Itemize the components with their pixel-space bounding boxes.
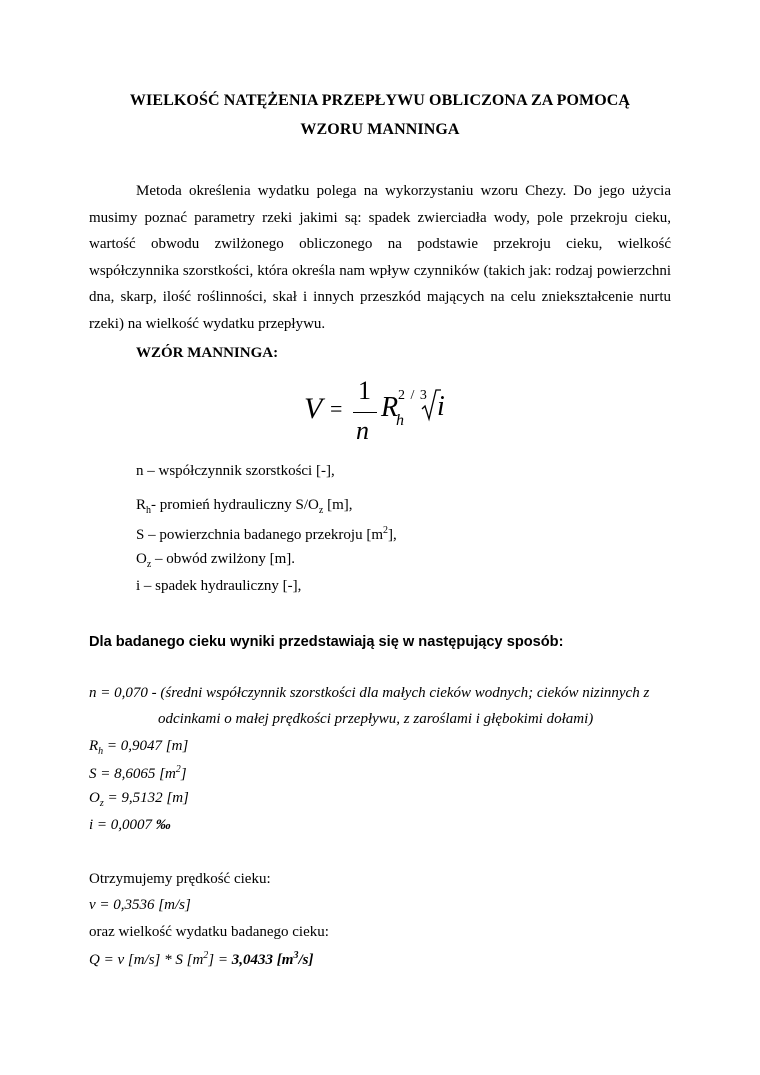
result-oz (89, 790, 189, 809)
velocity-intro: Otrzymujemy prędkość cieku: (89, 871, 271, 887)
result-n-line-1: n = 0,070 - (średni współczynnik szorstkości dla małych cieków wodnych; cieków nizinnych z (89, 685, 650, 701)
definition-oz (136, 551, 295, 570)
velocity-value: v = 0,3536 [m/s] (89, 897, 191, 913)
definition-i: i – spadek hydrauliczny [-], (136, 578, 302, 594)
title-line-1: WIELKOŚĆ NATĘŻENIA PRZEPŁYWU OBLICZONA ZA POMOCĄ (129, 92, 631, 109)
discharge-intro: oraz wielkość wydatku badanego cieku: (89, 924, 329, 940)
result-permille: ‰ (155, 817, 171, 833)
result-oz-value: = 9,5132 [m] (103, 790, 189, 806)
result-s-superscript: 2 (175, 764, 181, 775)
oz-symbol: O (136, 551, 147, 567)
definition-s (136, 525, 397, 544)
formula-slope-symbol: i (437, 391, 445, 422)
discharge-formula (89, 950, 313, 969)
intro-paragraph-text: Metoda określenia wydatku polega na wykorzystaniu wzoru Chezy. Do jego użycia musimy poznać parametry rzeki jakimi są: spadek zwierciadła wody, pole przekroju cieku, wartość obwodu zwilżonego obliczonego na podstawie przekroju cieku, wielkość współczynnika szorstkości, która określa nam wpływ czynników (takich jak: rodzaj powierzchni dna, skarp, ilość roślinności, skał i innych przeszkód mających na celu zniekształcenie nurtu rzeki) na wielkość wydatku przepływu. (89, 183, 671, 332)
result-i (89, 817, 171, 834)
rh-oz-subscript: z (318, 505, 324, 516)
intro-paragraph (89, 178, 671, 337)
rh-symbol: R (136, 497, 147, 513)
result-n-line-2: odcinkami o małej prędkości przepływu, z zaroślami i głębokimi dołami) (158, 711, 594, 727)
q-expression: Q = v [m/s] * S [m (89, 952, 204, 968)
q-result-superscript: 3 (293, 950, 299, 961)
definition-n: n – współczynnik szorstkości [-], (136, 463, 335, 479)
s-superscript: 2 (383, 525, 388, 536)
formula-subscript-h: h (396, 412, 404, 429)
title-line-2: WZORU MANNINGA (300, 121, 460, 138)
s-end: ], (388, 527, 397, 543)
result-rh (89, 738, 188, 757)
formula-exponent: 2 / 3 (398, 388, 428, 403)
formula-numerator: 1 (358, 376, 371, 405)
oz-text: – obwód zwilżony [m]. (151, 551, 296, 567)
result-s (89, 764, 187, 783)
result-rh-value: = 0,9047 [m] (103, 738, 189, 754)
result-rh-symbol: R (89, 738, 99, 754)
q-result-value: 3,0433 [m (231, 952, 294, 968)
definition-rh (136, 497, 353, 516)
q-result-unit-end: /s] (298, 952, 314, 968)
s-text: S – powierzchnia badanego przekroju [m (136, 527, 383, 543)
oz-subscript: z (146, 559, 152, 570)
rh-subscript: h (146, 505, 152, 516)
result-s-end: ] (180, 766, 187, 782)
rh-unit: [m], (323, 497, 353, 513)
q-equals: ] = (208, 952, 232, 968)
formula-radius-symbol: R (381, 392, 399, 423)
result-i-value: i = 0,0007 (89, 817, 156, 833)
rh-text: - promień hydrauliczny S/O (151, 497, 319, 513)
q-result (232, 952, 314, 968)
result-s-value: S = 8,6065 [m (89, 766, 176, 782)
formula-velocity-symbol: V (304, 392, 323, 425)
q-superscript: 2 (203, 950, 209, 961)
formula-denominator: n (356, 416, 369, 445)
formula-fraction-bar (353, 412, 377, 413)
formula-label: WZÓR MANNINGA: (136, 345, 279, 361)
result-rh-subscript: h (98, 746, 104, 757)
formula-equals: = (330, 396, 343, 421)
result-oz-subscript: z (99, 798, 104, 809)
result-oz-symbol: O (89, 790, 100, 806)
manning-formula (300, 378, 470, 450)
results-heading: Dla badanego cieku wyniki przedstawiają się w następujący sposób: (89, 634, 564, 650)
